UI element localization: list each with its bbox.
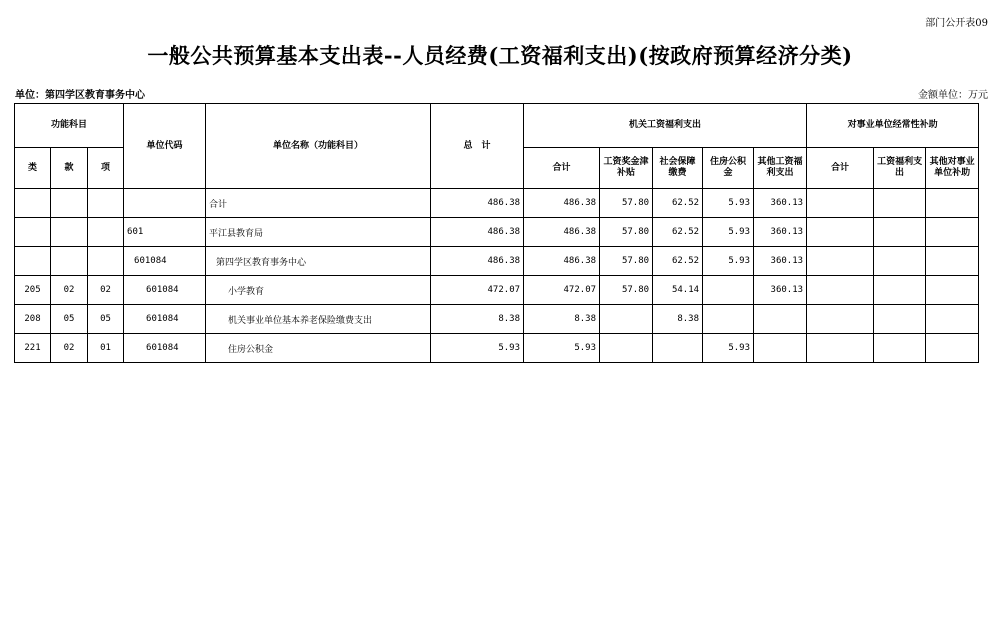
- cell-lei: [15, 247, 51, 276]
- cell-org-wage: [600, 305, 653, 334]
- header-org-wage: 工资奖金津补贴: [600, 148, 653, 189]
- expenditure-table: [14, 103, 979, 363]
- cell-lei: [15, 218, 51, 247]
- cell-org-sum: 486.38: [524, 218, 600, 247]
- header-pub-other: 其他对事业单位补助: [926, 148, 979, 189]
- cell-org-sum: 472.07: [524, 276, 600, 305]
- cell-xiang: 05: [88, 305, 124, 334]
- header-unit-code: 单位代码: [124, 104, 206, 189]
- cell-unit-name: 平江县教育局: [206, 218, 431, 247]
- cell-unit-name: 住房公积金: [206, 334, 431, 363]
- cell-org-social: [653, 334, 703, 363]
- cell-pub-other: [926, 305, 979, 334]
- header-org-group: 机关工资福利支出: [524, 104, 807, 148]
- cell-pub-other: [926, 276, 979, 305]
- header-org-sum: 合计: [524, 148, 600, 189]
- cell-org-wage: 57.80: [600, 247, 653, 276]
- cell-org-social: 62.52: [653, 247, 703, 276]
- cell-kuan: 02: [51, 334, 88, 363]
- cell-org-social: 62.52: [653, 218, 703, 247]
- cell-org-social: 62.52: [653, 189, 703, 218]
- page-title: 一般公共预算基本支出表--人员经费(工资福利支出)(按政府预算经济分类): [147, 43, 853, 68]
- cell-org-wage: [600, 334, 653, 363]
- cell-org-other: 360.13: [754, 247, 807, 276]
- cell-total: 486.38: [431, 218, 524, 247]
- cell-org-sum: 486.38: [524, 247, 600, 276]
- cell-org-wage: 57.80: [600, 276, 653, 305]
- cell-org-social: 8.38: [653, 305, 703, 334]
- table-row: [15, 189, 979, 218]
- cell-total: 486.38: [431, 247, 524, 276]
- cell-org-sum: 8.38: [524, 305, 600, 334]
- cell-lei: 221: [15, 334, 51, 363]
- cell-total: 486.38: [431, 189, 524, 218]
- cell-pub-sum: [807, 305, 874, 334]
- cell-xiang: 02: [88, 276, 124, 305]
- cell-org-sum: 5.93: [524, 334, 600, 363]
- cell-org-wage: 57.80: [600, 218, 653, 247]
- header-lei: 类: [15, 148, 51, 189]
- cell-org-housing: 5.93: [703, 218, 754, 247]
- table-row: [15, 334, 979, 363]
- cell-org-housing: 5.93: [703, 334, 754, 363]
- cell-pub-wage: [874, 247, 926, 276]
- cell-unit-code: [124, 189, 206, 218]
- cell-pub-sum: [807, 247, 874, 276]
- cell-unit-name: 第四学区教育事务中心: [206, 247, 431, 276]
- header-unit-name: 单位名称（功能科目）: [206, 104, 431, 189]
- cell-kuan: 05: [51, 305, 88, 334]
- cell-xiang: [88, 218, 124, 247]
- header-total: 总 计: [431, 104, 524, 189]
- cell-xiang: [88, 189, 124, 218]
- cell-pub-sum: [807, 218, 874, 247]
- cell-org-sum: 486.38: [524, 189, 600, 218]
- cell-lei: 208: [15, 305, 51, 334]
- cell-total: 5.93: [431, 334, 524, 363]
- cell-kuan: [51, 189, 88, 218]
- cell-unit-code: 601: [124, 218, 206, 247]
- cell-org-other: 360.13: [754, 189, 807, 218]
- cell-unit-name: 合计: [206, 189, 431, 218]
- table-row: [15, 305, 979, 334]
- cell-org-housing: [703, 276, 754, 305]
- cell-pub-wage: [874, 276, 926, 305]
- cell-lei: 205: [15, 276, 51, 305]
- cell-unit-code: 601084: [124, 276, 206, 305]
- cell-pub-wage: [874, 334, 926, 363]
- cell-pub-sum: [807, 189, 874, 218]
- cell-pub-wage: [874, 218, 926, 247]
- table-row: [15, 218, 979, 247]
- cell-org-housing: 5.93: [703, 189, 754, 218]
- unit-label: 单位：第四学区教育事务中心: [15, 90, 145, 101]
- header-func-subject: 功能科目: [15, 104, 124, 148]
- cell-org-housing: 5.93: [703, 247, 754, 276]
- cell-org-housing: [703, 305, 754, 334]
- cell-kuan: [51, 218, 88, 247]
- cell-pub-sum: [807, 334, 874, 363]
- header-pub-wage: 工资福利支出: [874, 148, 926, 189]
- cell-org-wage: 57.80: [600, 189, 653, 218]
- cell-xiang: 01: [88, 334, 124, 363]
- header-kuan: 款: [51, 148, 88, 189]
- cell-total: 472.07: [431, 276, 524, 305]
- header-pub-sum: 合计: [807, 148, 874, 189]
- cell-pub-sum: [807, 276, 874, 305]
- header-org-social: 社会保障缴费: [653, 148, 703, 189]
- header-pub-group: 对事业单位经常性补助: [807, 104, 979, 148]
- cell-pub-other: [926, 189, 979, 218]
- header-org-other: 其他工资福利支出: [754, 148, 807, 189]
- cell-unit-name: 小学教育: [206, 276, 431, 305]
- cell-xiang: [88, 247, 124, 276]
- cell-org-other: [754, 305, 807, 334]
- cell-unit-name: 机关事业单位基本养老保险缴费支出: [206, 305, 431, 334]
- cell-pub-other: [926, 247, 979, 276]
- table-number-tag: 部门公开表09: [925, 18, 988, 29]
- header-xiang: 项: [88, 148, 124, 189]
- cell-lei: [15, 189, 51, 218]
- cell-unit-code: 601084: [124, 305, 206, 334]
- cell-org-other: 360.13: [754, 218, 807, 247]
- cell-org-other: 360.13: [754, 276, 807, 305]
- table-row: [15, 276, 979, 305]
- cell-pub-wage: [874, 189, 926, 218]
- cell-pub-other: [926, 334, 979, 363]
- cell-pub-wage: [874, 305, 926, 334]
- cell-unit-code: 601084: [124, 247, 206, 276]
- cell-kuan: [51, 247, 88, 276]
- cell-kuan: 02: [51, 276, 88, 305]
- table-row: [15, 247, 979, 276]
- cell-org-social: 54.14: [653, 276, 703, 305]
- cell-pub-other: [926, 218, 979, 247]
- cell-org-other: [754, 334, 807, 363]
- header-org-housing: 住房公积金: [703, 148, 754, 189]
- cell-total: 8.38: [431, 305, 524, 334]
- cell-unit-code: 601084: [124, 334, 206, 363]
- amount-unit-label: 金额单位：万元: [918, 90, 988, 101]
